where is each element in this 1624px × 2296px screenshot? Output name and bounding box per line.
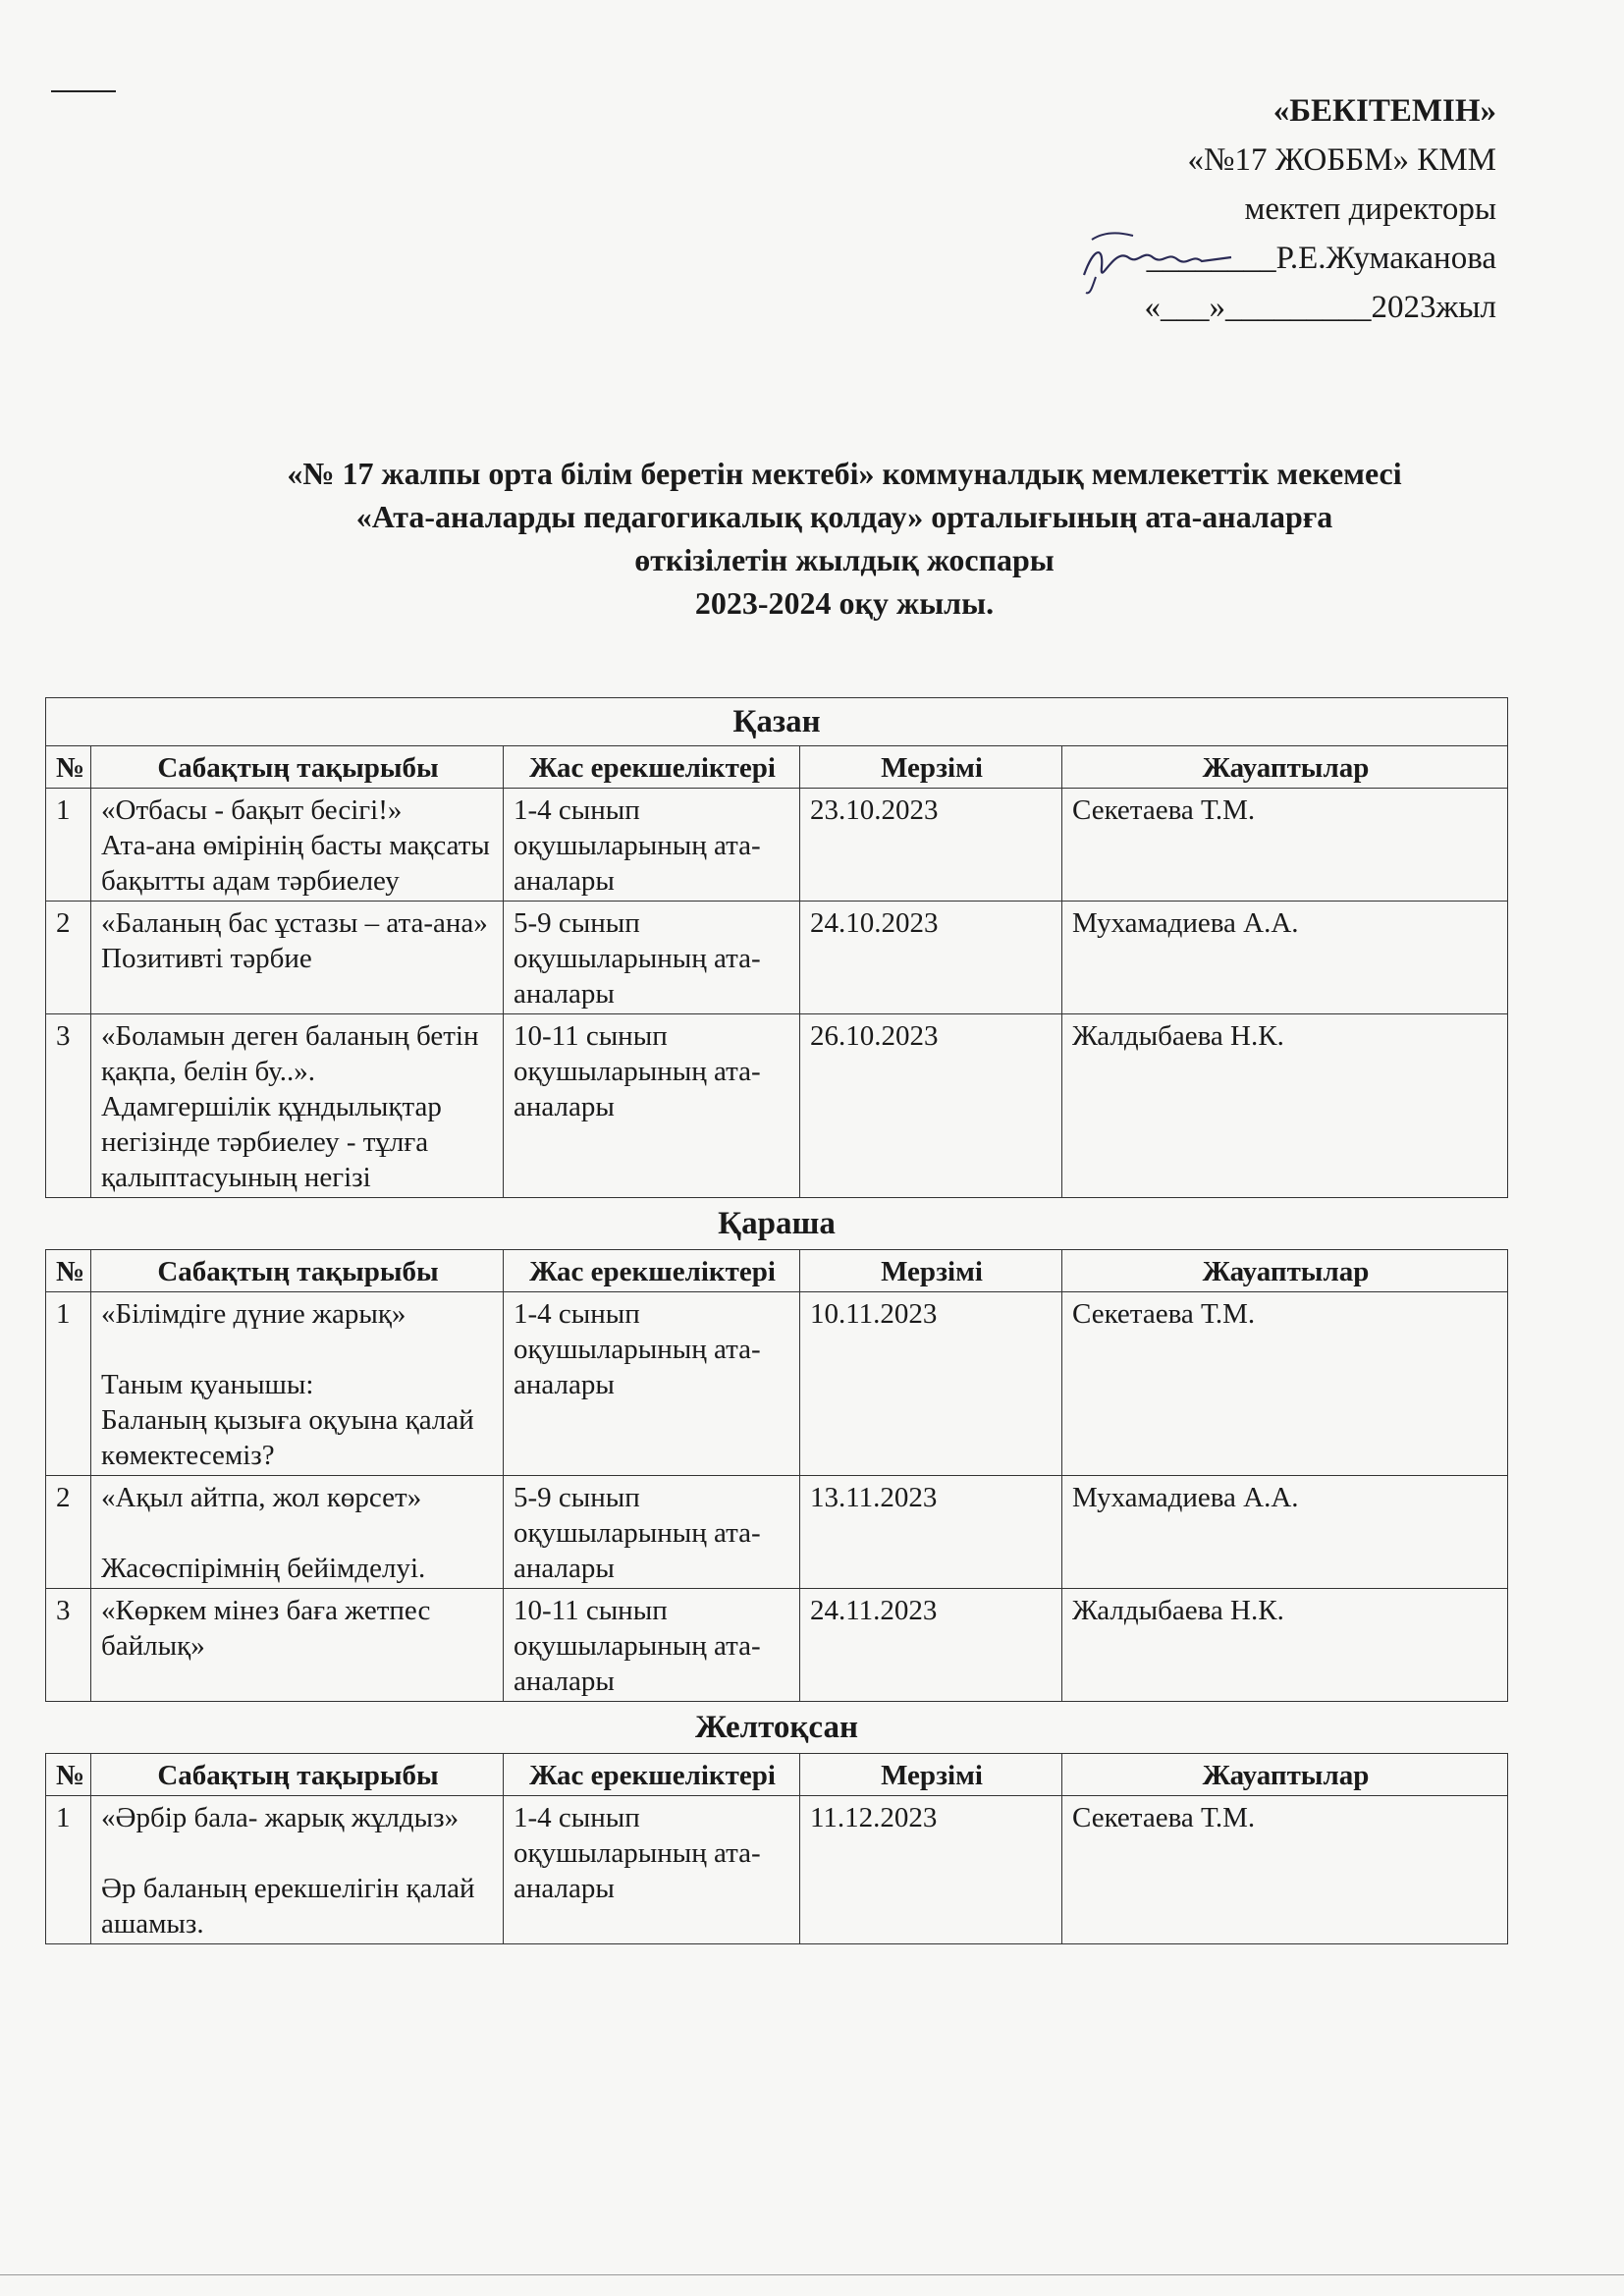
col-header-num: № (46, 1754, 91, 1796)
approval-block (907, 86, 1496, 332)
row-topic (91, 789, 504, 902)
topic-line: Жасөспірімнің бейімделуі. (101, 1553, 426, 1584)
col-header-date: Мерзімі (800, 1754, 1062, 1796)
row-responsible: Мухамадиева А.А. (1062, 1476, 1508, 1589)
col-header-age: Жас ерекшеліктері (504, 1250, 800, 1292)
row-responsible: Секетаева Т.М. (1062, 789, 1508, 902)
col-header-age: Жас ерекшеліктері (504, 1754, 800, 1796)
topic-line: Баланың қызыға оқуына қалай көмектесеміз? (101, 1404, 474, 1471)
title-line-3: өткізілетін жылдық жоспары (634, 542, 1055, 577)
row-date: 26.10.2023 (800, 1014, 1062, 1198)
topic-line (101, 1332, 495, 1367)
approval-date: «___»_________2023жыл (1144, 290, 1496, 325)
row-date: 11.12.2023 (800, 1796, 1062, 1944)
row-responsible: Жалдыбаева Н.К. (1062, 1589, 1508, 1702)
topic-line: «Боламын деген баланың бетін қақпа, белін бу..». (101, 1020, 479, 1087)
col-header-topic: Сабақтың тақырыбы (91, 746, 504, 789)
topic-line: «Әрбір бала- жарық жұлдыз» (101, 1802, 460, 1833)
topic-line: «Көркем мінез баға жетпес байлық» (101, 1595, 431, 1662)
topic-line: Позитивті тәрбие (101, 943, 312, 974)
col-header-responsible: Жауаптылар (1062, 1754, 1508, 1796)
corner-mark (51, 90, 116, 92)
row-topic (91, 902, 504, 1014)
month-table (45, 1753, 1508, 1944)
table-header-row (46, 746, 1508, 789)
table-row (46, 789, 1508, 902)
col-header-date: Мерзімі (800, 1250, 1062, 1292)
topic-line: «Баланың бас ұстазы – ата-ана» (101, 907, 488, 939)
col-header-topic: Сабақтың тақырыбы (91, 1754, 504, 1796)
row-number: 2 (46, 1476, 91, 1589)
row-responsible: Секетаева Т.М. (1062, 1796, 1508, 1944)
table-row (46, 1292, 1508, 1476)
row-age-group: 1-4 сынып оқушыларының ата-аналары (504, 1796, 800, 1944)
approval-org: «№17 ЖОББМ» КММ (1187, 142, 1496, 178)
row-topic (91, 1589, 504, 1702)
table-row (46, 1589, 1508, 1702)
row-topic (91, 1014, 504, 1198)
row-number: 1 (46, 789, 91, 902)
topic-line: «Отбасы - бақыт бесігі!» (101, 794, 403, 826)
topic-line: Адамгершілік құндылықтар негізінде тәрбиелеу - тұлға қалыптасуының негізі (101, 1091, 442, 1193)
row-date: 13.11.2023 (800, 1476, 1062, 1589)
row-number: 1 (46, 1796, 91, 1944)
approval-stamp: «БЕКІТЕМІН» (1272, 93, 1496, 129)
col-header-topic: Сабақтың тақырыбы (91, 1250, 504, 1292)
table-row (46, 1476, 1508, 1589)
page-bottom-rule (0, 2274, 1624, 2275)
col-header-age: Жас ерекшеліктері (504, 746, 800, 789)
row-number: 3 (46, 1589, 91, 1702)
row-age-group: 1-4 сынып оқушыларының ата-аналары (504, 789, 800, 902)
table-row (46, 902, 1508, 1014)
topic-line (101, 1515, 495, 1551)
row-responsible: Мухамадиева А.А. (1062, 902, 1508, 1014)
topic-line: Ата-ана өмірінің басты мақсаты бақытты адам тәрбиелеу (101, 830, 490, 897)
col-header-num: № (46, 746, 91, 789)
month-heading: Қараша (718, 1206, 836, 1241)
topic-line: Таным қуанышы: (101, 1369, 314, 1400)
row-age-group: 10-11 сынып оқушыларының ата-аналары (504, 1014, 800, 1198)
row-age-group: 10-11 сынып оқушыларының ата-аналары (504, 1589, 800, 1702)
row-age-group: 5-9 сынып оқушыларының ата-аналары (504, 902, 800, 1014)
approval-position: мектеп директоры (1244, 191, 1496, 227)
topic-line: «Білімдіге дүние жарық» (101, 1298, 406, 1330)
topic-line (101, 1835, 495, 1871)
topic-line: «Ақыл айтпа, жол көрсет» (101, 1482, 422, 1513)
signature-scribble (1074, 228, 1241, 297)
row-date: 23.10.2023 (800, 789, 1062, 902)
month-table (45, 1249, 1508, 1702)
table-header-row (46, 1250, 1508, 1292)
month-heading: Желтоқсан (695, 1710, 858, 1745)
month-table (45, 697, 1508, 1198)
row-topic (91, 1796, 504, 1944)
row-responsible: Секетаева Т.М. (1062, 1292, 1508, 1476)
row-topic (91, 1292, 504, 1476)
signature-name: ________Р.Е.Жумаканова (1146, 241, 1496, 276)
month-heading: Қазан (46, 698, 1508, 746)
row-date: 24.10.2023 (800, 902, 1062, 1014)
signature-line (907, 234, 1496, 283)
row-number: 3 (46, 1014, 91, 1198)
title-line-2: «Ата-аналарды педагогикалық қолдау» орталығының ата-аналарға (355, 499, 1333, 534)
row-age-group: 5-9 сынып оқушыларының ата-аналары (504, 1476, 800, 1589)
row-topic (91, 1476, 504, 1589)
topic-line: Әр баланың ерекшелігін қалай ашамыз. (101, 1873, 475, 1940)
table-row (46, 1014, 1508, 1198)
title-line-4: 2023-2024 оқу жылы. (694, 585, 995, 621)
table-row (46, 1796, 1508, 1944)
row-date: 24.11.2023 (800, 1589, 1062, 1702)
title-line-1: «№ 17 жалпы орта білім беретін мектебі» коммуналдық мемлекеттік мекемесі (287, 456, 1402, 491)
row-number: 1 (46, 1292, 91, 1476)
plan-tables (45, 697, 1508, 1944)
row-number: 2 (46, 902, 91, 1014)
row-age-group: 1-4 сынып оқушыларының ата-аналары (504, 1292, 800, 1476)
col-header-date: Мерзімі (800, 746, 1062, 789)
document-title (69, 452, 1620, 625)
col-header-responsible: Жауаптылар (1062, 746, 1508, 789)
table-header-row (46, 1754, 1508, 1796)
col-header-responsible: Жауаптылар (1062, 1250, 1508, 1292)
row-date: 10.11.2023 (800, 1292, 1062, 1476)
col-header-num: № (46, 1250, 91, 1292)
row-responsible: Жалдыбаева Н.К. (1062, 1014, 1508, 1198)
